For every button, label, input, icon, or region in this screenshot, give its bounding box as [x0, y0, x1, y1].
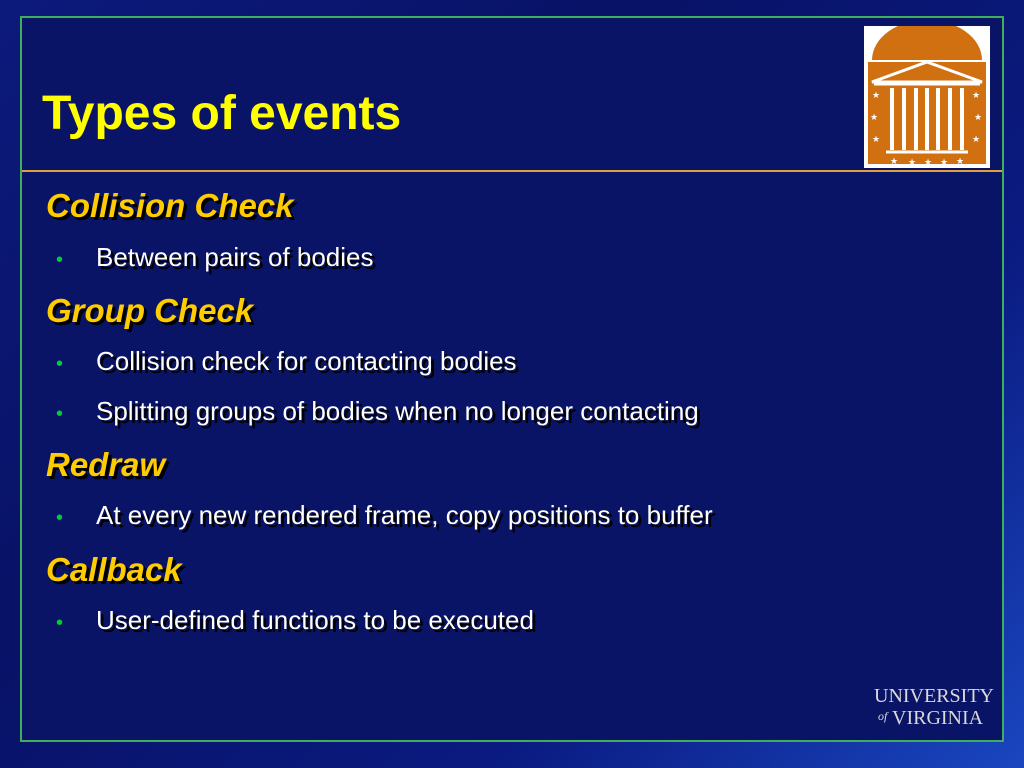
slide-title: Types of events [42, 87, 402, 140]
bullet-dot-icon: • [56, 612, 64, 635]
svg-text:★: ★ [872, 135, 881, 145]
logo-virginia-text: VIRGINIA [892, 707, 984, 729]
svg-text:★: ★ [972, 91, 981, 101]
section-heading-callback: Callback [46, 550, 182, 588]
section-heading-collision-check: Collision Check [46, 187, 294, 224]
svg-text:★: ★ [870, 113, 879, 123]
logo-of-text: of [878, 709, 888, 723]
bullet-text: At every new rendered frame, copy positions to buffer [96, 500, 713, 531]
title-divider [22, 170, 1002, 172]
bullet-item [46, 242, 986, 273]
bullet-text: Between pairs of bodies [96, 241, 374, 272]
svg-text:★: ★ [924, 158, 933, 168]
university-of-virginia-logo [872, 682, 996, 730]
svg-text:★: ★ [956, 157, 965, 167]
bullet-item [46, 605, 986, 636]
bullet-text: Collision check for contacting bodies [96, 346, 517, 377]
bullet-item [46, 500, 986, 531]
svg-text:★: ★ [972, 135, 981, 145]
bullet-dot-icon: • [56, 507, 64, 530]
svg-text:★: ★ [974, 113, 983, 123]
bullet-dot-icon: • [56, 248, 64, 271]
svg-text:★: ★ [890, 157, 899, 167]
rotunda-icon [864, 26, 990, 168]
section-heading-group-check: Group Check [46, 291, 254, 329]
logo-university-text: UNIVERSITY [874, 685, 994, 707]
bullet-dot-icon: • [56, 402, 64, 425]
section-heading-redraw: Redraw [46, 445, 166, 483]
svg-text:★: ★ [872, 91, 881, 101]
bullet-dot-icon: • [56, 353, 64, 376]
bullet-text: Splitting groups of bodies when no longer contacting [96, 395, 699, 426]
svg-text:★: ★ [940, 158, 949, 168]
bullet-item [46, 396, 986, 427]
rotunda-logo-icon [864, 26, 990, 168]
bullet-item [46, 346, 986, 377]
svg-text:★: ★ [908, 158, 917, 168]
bullet-text: User-defined functions to be executed [96, 605, 534, 636]
slide-content [46, 186, 986, 654]
